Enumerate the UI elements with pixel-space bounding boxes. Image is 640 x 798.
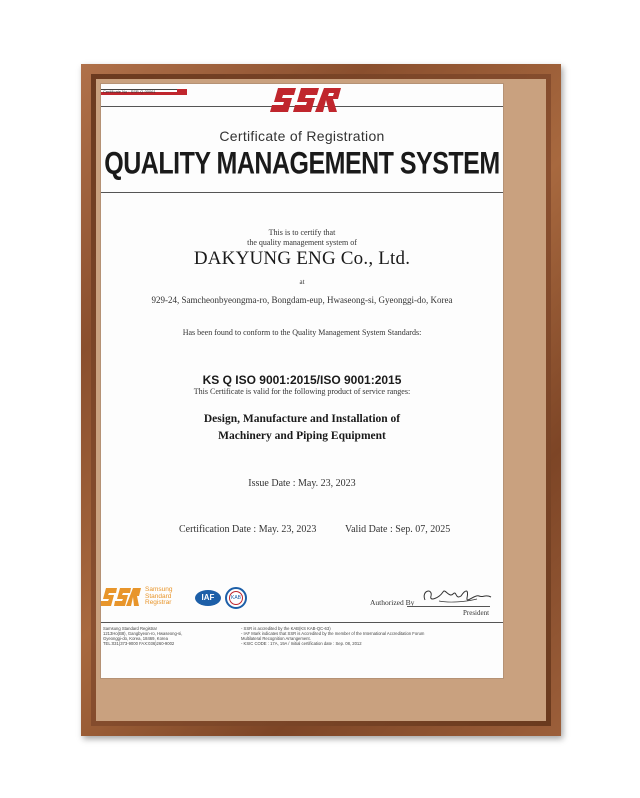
certificate-paper [100,83,504,679]
ssr-logo [268,84,343,118]
footer-right-line: - KSIC CODE : 17A, 19A / Initial certification date : Sep. 08, 2012 [241,641,362,646]
valid-text: This Certificate is valid for the following product of service ranges: [193,387,411,396]
footer-left-line: Gyeonggi-do, Korea, 18469, Korea [103,636,168,641]
footer-left-line: 1213Ho(B8), Gangbyeon-ro, Hwaseong-si, [103,631,183,636]
kab-seal: KAB [225,587,247,609]
ssr-small-logo [101,586,141,608]
certificate-subtitle: Certificate of Registration [219,128,385,144]
at-label: at [299,278,305,286]
ssr-name [145,587,185,607]
scope-line-1: Design, Manufacture and Installation of [203,413,401,425]
intro-line-1: This is to certify that [268,228,336,237]
company-name: DAKYUNG ENG Co., Ltd. [193,248,411,269]
conform-text: Has been found to conform to the Quality Management System Standards: [182,328,422,337]
president-label: President [463,609,490,617]
certificate-number: Certificate No : SSR-Q-00061 [101,89,177,95]
signature-line [407,606,490,607]
footer-left-line: TEL:031)373-9000 FAX:036)260-9002 [103,641,175,646]
title-divider [101,192,503,193]
footer-right-line: Multilateral Recognition Arrangement. [241,636,311,641]
authorized-by-label: Authorized By [370,598,415,607]
footer-registrar-info [103,626,213,646]
footer-right-line: - IAF Mark indicates that SSR is Accredited by the member of the International Accreditation Forum [241,631,425,636]
iaf-mark: IAF [195,590,221,606]
valid-date: Valid Date : Sep. 07, 2025 [345,524,451,535]
signature-image [419,586,495,606]
footer-accreditation-notes [241,626,471,646]
footer-left-line: Samsung Standard Registrar [103,626,157,631]
intro-line-2: the quality management system of [247,238,357,247]
issue-date: Issue Date : May. 23, 2023 [248,478,356,489]
standard-name: KS Q ISO 9001:2015/ISO 9001:2015 [202,373,402,387]
picture-frame [81,64,561,736]
ssr-name-line: Standard [145,592,172,600]
ssr-name-line: Samsung [145,586,173,593]
scope-line-2: Machinery and Piping Equipment [218,430,386,442]
footer-divider [101,622,503,623]
company-address: 929-24, Samcheonbyeongma-ro, Bongdam-eup, Hwaseong-si, Gyeonggi-do, Korea [151,295,453,305]
certification-date: Certification Date : May. 23, 2023 [179,524,317,535]
certificate-number-bar [177,89,187,95]
footer-right-line: - SSR is accredited by the KAB(KS KAB-QC-63) [241,626,331,631]
certificate-title: QUALITY MANAGEMENT SYSTEM [104,146,500,181]
ssr-name-line: Registrar [145,599,172,606]
